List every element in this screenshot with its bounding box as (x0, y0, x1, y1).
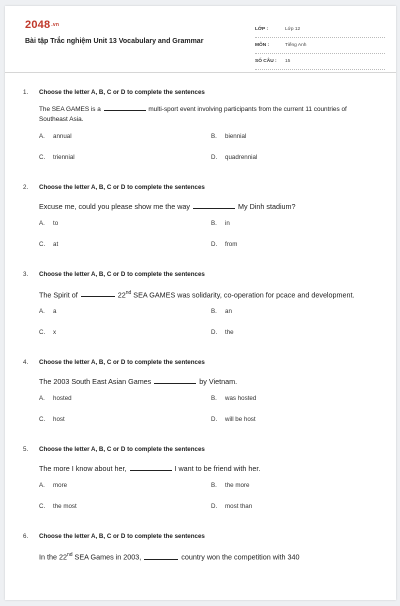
question-header (23, 262, 374, 286)
question-header (23, 524, 374, 548)
option-text: hosted (53, 395, 72, 403)
question-header (23, 80, 374, 104)
option-letter: A. (39, 395, 45, 403)
stem-text: SEA Games in 2003, (72, 552, 144, 562)
option-d[interactable] (211, 416, 383, 437)
question-stem (23, 201, 374, 212)
option-b[interactable] (211, 308, 383, 329)
option-text: an (225, 308, 232, 316)
option-letter: A. (39, 308, 45, 316)
answer-options (23, 133, 374, 175)
question-stem (23, 104, 374, 125)
option-b[interactable] (211, 482, 383, 503)
stem-text: by Vietnam. (197, 377, 238, 387)
option-text: was hosted (225, 395, 257, 403)
question-number: 1. (23, 88, 29, 96)
option-letter: C. (39, 503, 46, 511)
stem-text: The Spirit of (39, 290, 80, 300)
option-letter: A. (39, 220, 45, 227)
ordinal-suffix: nd (66, 552, 73, 559)
option-c[interactable] (39, 154, 211, 175)
answer-blank (104, 104, 146, 111)
option-text: the more (225, 482, 250, 490)
stem-text: country won the competition with 340 (179, 552, 300, 562)
worksheet-page (5, 6, 396, 600)
question-stem (23, 550, 374, 562)
option-text: quadrennial (225, 154, 258, 161)
option-b[interactable] (211, 220, 383, 241)
option-text: in (225, 220, 230, 227)
stem-text: The SEA GAMES is a (39, 106, 103, 113)
logo-domain: .vn (51, 22, 60, 29)
meta-row-class (255, 22, 385, 38)
answer-blank (193, 202, 235, 209)
question-instruction: Choose the letter A, B, C or D to complete the sentences (39, 88, 205, 96)
option-d[interactable] (211, 154, 383, 175)
question-number: 4. (23, 358, 29, 366)
meta-value: Lớp 12 (285, 27, 301, 32)
ordinal-suffix: nd (125, 290, 132, 296)
option-letter: B. (211, 308, 217, 316)
stem-text: SEA GAMES was solidarity, co-operation for pcace and development. (131, 290, 355, 300)
option-letter: A. (39, 133, 45, 140)
stem-text: The 2003 South East Asian Games (39, 377, 154, 387)
option-text: the most (53, 503, 77, 511)
question-stem (23, 463, 374, 474)
meta-key: LỚP : (255, 27, 269, 32)
answer-blank (154, 377, 196, 384)
worksheet-title: Bài tập Trắc nghiệm Unit 13 Vocabulary and Grammar (25, 38, 204, 45)
option-c[interactable] (39, 503, 211, 524)
question-instruction: Choose the letter A, B, C or D to complete the sentences (39, 270, 205, 278)
option-text: host (53, 416, 65, 424)
option-text: the (225, 329, 234, 337)
option-b[interactable] (211, 133, 383, 154)
option-letter: D. (211, 329, 218, 337)
option-a[interactable] (39, 133, 211, 154)
option-letter: C. (39, 154, 46, 161)
option-letter: B. (211, 482, 217, 490)
option-a[interactable] (39, 308, 211, 329)
question-stem (23, 376, 374, 387)
question-instruction: Choose the letter A, B, C or D to complete the sentences (39, 532, 205, 540)
option-text: more (53, 482, 68, 490)
option-letter: B. (211, 395, 217, 403)
option-c[interactable] (39, 329, 211, 350)
site-logo[interactable] (25, 19, 59, 31)
option-letter: D. (211, 416, 218, 424)
question-1 (23, 80, 374, 175)
meta-key: MÔN : (255, 43, 270, 48)
question-instruction: Choose the letter A, B, C or D to complete the sentences (39, 183, 205, 191)
option-b[interactable] (211, 395, 383, 416)
stem-text: My Dinh stadium? (236, 202, 296, 211)
option-text: x (53, 329, 57, 337)
option-letter: D. (211, 154, 218, 161)
question-number: 6. (23, 532, 29, 540)
meta-key: SỐ CÂU : (255, 59, 277, 64)
question-number: 5. (23, 445, 29, 453)
question-list (5, 80, 396, 563)
stem-text: I want to be friend with her. (172, 464, 261, 474)
option-text: biennial (225, 133, 247, 140)
question-header (23, 437, 374, 461)
meta-row-subject (255, 38, 385, 54)
meta-value: 15 (285, 59, 291, 64)
option-text: will be host (225, 416, 256, 424)
question-stem (23, 288, 374, 300)
stem-text: Excuse me, could you please show me the way (39, 202, 193, 211)
option-a[interactable] (39, 482, 211, 503)
question-2 (23, 175, 374, 262)
option-letter: B. (211, 133, 217, 140)
question-number: 2. (23, 183, 29, 191)
answer-blank (144, 553, 178, 560)
answer-options (23, 395, 374, 437)
meta-row-count (255, 54, 385, 70)
option-text: most than (225, 503, 253, 511)
worksheet-header (5, 6, 396, 73)
option-a[interactable] (39, 395, 211, 416)
stem-text: The more I know about her, (39, 464, 129, 474)
answer-options (23, 482, 374, 524)
option-c[interactable] (39, 416, 211, 437)
option-letter: D. (211, 503, 218, 511)
answer-blank (81, 290, 115, 297)
worksheet-meta (255, 22, 385, 70)
option-d[interactable] (211, 503, 383, 524)
option-text: to (53, 220, 59, 227)
question-number: 3. (23, 270, 29, 278)
option-text: triennial (53, 154, 75, 161)
option-a[interactable] (39, 220, 211, 241)
logo-text: 2048 (25, 19, 51, 31)
question-4 (23, 350, 374, 437)
answer-blank (130, 464, 172, 471)
option-c[interactable] (39, 241, 211, 262)
question-5 (23, 437, 374, 524)
question-6 (23, 524, 374, 562)
option-letter: C. (39, 241, 46, 248)
question-instruction: Choose the letter A, B, C or D to complete the sentences (39, 445, 205, 453)
question-header (23, 175, 374, 199)
question-3 (23, 262, 374, 350)
stem-text: multi-sport event involving participants from the current 11 countries of Southeast Asia. (39, 106, 347, 123)
option-letter: D. (211, 241, 218, 248)
option-letter: C. (39, 416, 46, 424)
option-text: at (53, 241, 59, 248)
option-text: from (225, 241, 238, 248)
answer-options (23, 308, 374, 350)
stem-text: 22 (115, 290, 126, 300)
option-text: a (53, 308, 57, 316)
option-letter: A. (39, 482, 45, 490)
option-letter: B. (211, 220, 217, 227)
question-header (23, 350, 374, 374)
question-instruction: Choose the letter A, B, C or D to complete the sentences (39, 358, 205, 366)
option-d[interactable] (211, 329, 383, 350)
answer-options (23, 220, 374, 262)
option-d[interactable] (211, 241, 383, 262)
option-text: annual (53, 133, 72, 140)
option-letter: C. (39, 329, 46, 337)
meta-value: Tiếng Anh (285, 43, 307, 48)
stem-text: In the 22 (39, 552, 67, 562)
